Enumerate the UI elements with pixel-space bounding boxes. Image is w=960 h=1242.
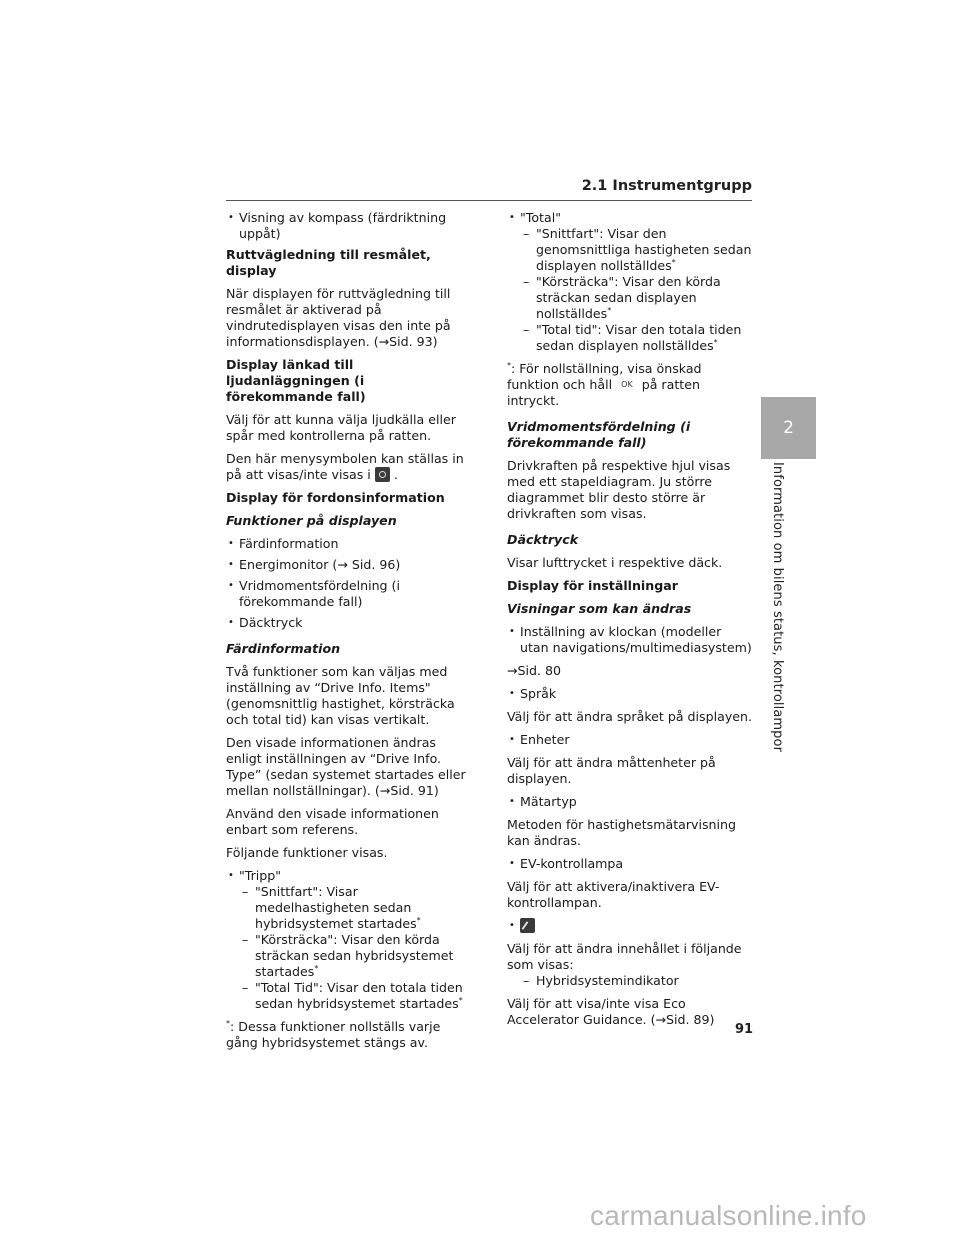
right-column	[507, 210, 752, 1035]
list-item: • Mätartyp	[507, 794, 752, 810]
eco-gauge-icon	[520, 918, 535, 933]
heading: Display för fordonsinformation	[226, 490, 445, 505]
watermark: carmanualsonline.info	[590, 1200, 867, 1231]
list-item: • Vridmomentsfördelning (i förekommande fall)	[226, 578, 472, 610]
paragraph: När displayen för ruttvägledning till resmålet är aktiverad på vindrutedisplayen visas den inte på informationsdisplayen. (→Sid. 93)	[226, 286, 451, 349]
subheading: Däcktryck	[507, 532, 579, 547]
sub-list-item: – "Snittfart": Visar medelhastigheten sedan hybridsystemet startades*	[226, 884, 472, 932]
subheading: Vridmomentsfördelning (i förekommande fall)	[507, 419, 691, 450]
paragraph: →Sid. 80	[507, 663, 562, 678]
paragraph: Två funktioner som kan väljas med inställning av “Drive Info. Items" (genomsnittlig hastighet, körsträcka och total tid) kan visas vertikalt.	[226, 664, 455, 727]
paragraph: Välj för att ändra måttenheter på displayen.	[507, 755, 716, 786]
paragraph: Visar lufttrycket i respektive däck.	[507, 555, 723, 570]
paragraph	[226, 451, 472, 483]
chapter-side-label: Information om bilens status, kontrollampor	[770, 462, 785, 753]
list-item: • Inställning av klockan (modeller utan navigations/multimediasystem)	[507, 624, 752, 656]
footnote: *: För nollställning, visa önskad funktion och håll OK på ratten intryckt.	[507, 360, 702, 408]
paragraph: Använd den visade informationen enbart som referens.	[226, 806, 439, 837]
left-column	[226, 210, 472, 1058]
paragraph: Välj för att kunna välja ljudkälla eller spår med kontrollerna på ratten.	[226, 412, 456, 443]
sub-list-item: – "Total Tid": Visar den totala tiden sedan hybridsystemet startades*	[226, 980, 472, 1012]
sub-list	[226, 884, 472, 1012]
sub-list	[507, 226, 752, 354]
list-item: • "Tripp"	[226, 868, 472, 884]
sub-list-item: – "Total tid": Visar den totala tiden sedan displayen nollställdes*	[507, 322, 752, 354]
list-item: • Enheter	[507, 732, 752, 748]
paragraph: Den visade informationen ändras enligt inställningen av “Drive Info. Type” (sedan systemet startades eller mellan nollställningar). (→Sid. 91)	[226, 735, 466, 798]
subheading: Funktioner på displayen	[226, 513, 397, 528]
sub-list	[507, 973, 752, 989]
heading: Display för inställningar	[507, 578, 678, 593]
chapter-number: 2	[783, 418, 794, 438]
list-item: • Färdinformation	[226, 536, 472, 552]
list-item: • EV-kontrollampa	[507, 856, 752, 872]
heading: Display länkad till ljudanläggningen (i förekommande fall)	[226, 357, 366, 404]
paragraph: Välj för att ändra språket på displayen.	[507, 709, 753, 724]
subheading: Färdinformation	[226, 641, 341, 656]
paragraph: Välj för att aktivera/inaktivera EV-kontrollampan.	[507, 879, 720, 910]
paragraph: Drivkraften på respektive hjul visas med ett stapeldiagram. Ju större diagrammet blir desto större är drivkraften som visas.	[507, 458, 731, 521]
paragraph: Välj för att visa/inte visa Eco Accelerator Guidance. (→Sid. 89)	[507, 996, 715, 1027]
text: Den här menysymbolen kan ställas in på att visas/inte visas i	[226, 451, 464, 482]
list-item: • Energimonitor (→ Sid. 96)	[226, 557, 472, 573]
chapter-tab	[761, 397, 816, 459]
ok-button-icon: OK	[621, 380, 633, 389]
list-item	[507, 918, 752, 934]
paragraph: Följande funktioner visas.	[226, 845, 388, 860]
page-number: 91	[735, 1022, 754, 1037]
list-item: • Språk	[507, 686, 752, 702]
list-item: • Visning av kompass (färdriktning uppåt)	[226, 210, 472, 242]
paragraph: Metoden för hastighetsmätarvisning kan ändras.	[507, 817, 737, 848]
subheading: Visningar som kan ändras	[507, 601, 692, 616]
section-title: 2.1 Instrumentgrupp	[581, 178, 752, 194]
list-item: • "Total"	[507, 210, 752, 226]
page-header	[226, 178, 752, 201]
footnote: *: Dessa funktioner nollställs varje gång hybridsystemet stängs av.	[226, 1018, 441, 1050]
sub-list-item: – "Körsträcka": Visar den körda sträckan sedan hybridsystemet startades*	[226, 932, 472, 980]
sub-list-item: – "Körsträcka": Visar den körda sträckan sedan displayen nollställdes*	[507, 274, 752, 322]
sub-list-item: – Hybridsystemindikator	[507, 973, 752, 989]
heading: Ruttvägledning till resmålet, display	[226, 247, 431, 278]
text: .	[393, 467, 398, 482]
sub-list-item: – "Snittfart": Visar den genomsnittliga hastigheten sedan displayen nollställdes*	[507, 226, 752, 274]
settings-menu-icon	[375, 467, 390, 482]
paragraph: Välj för att ändra innehållet i följande som visas:	[507, 941, 742, 972]
list-item: • Däcktryck	[226, 615, 472, 631]
